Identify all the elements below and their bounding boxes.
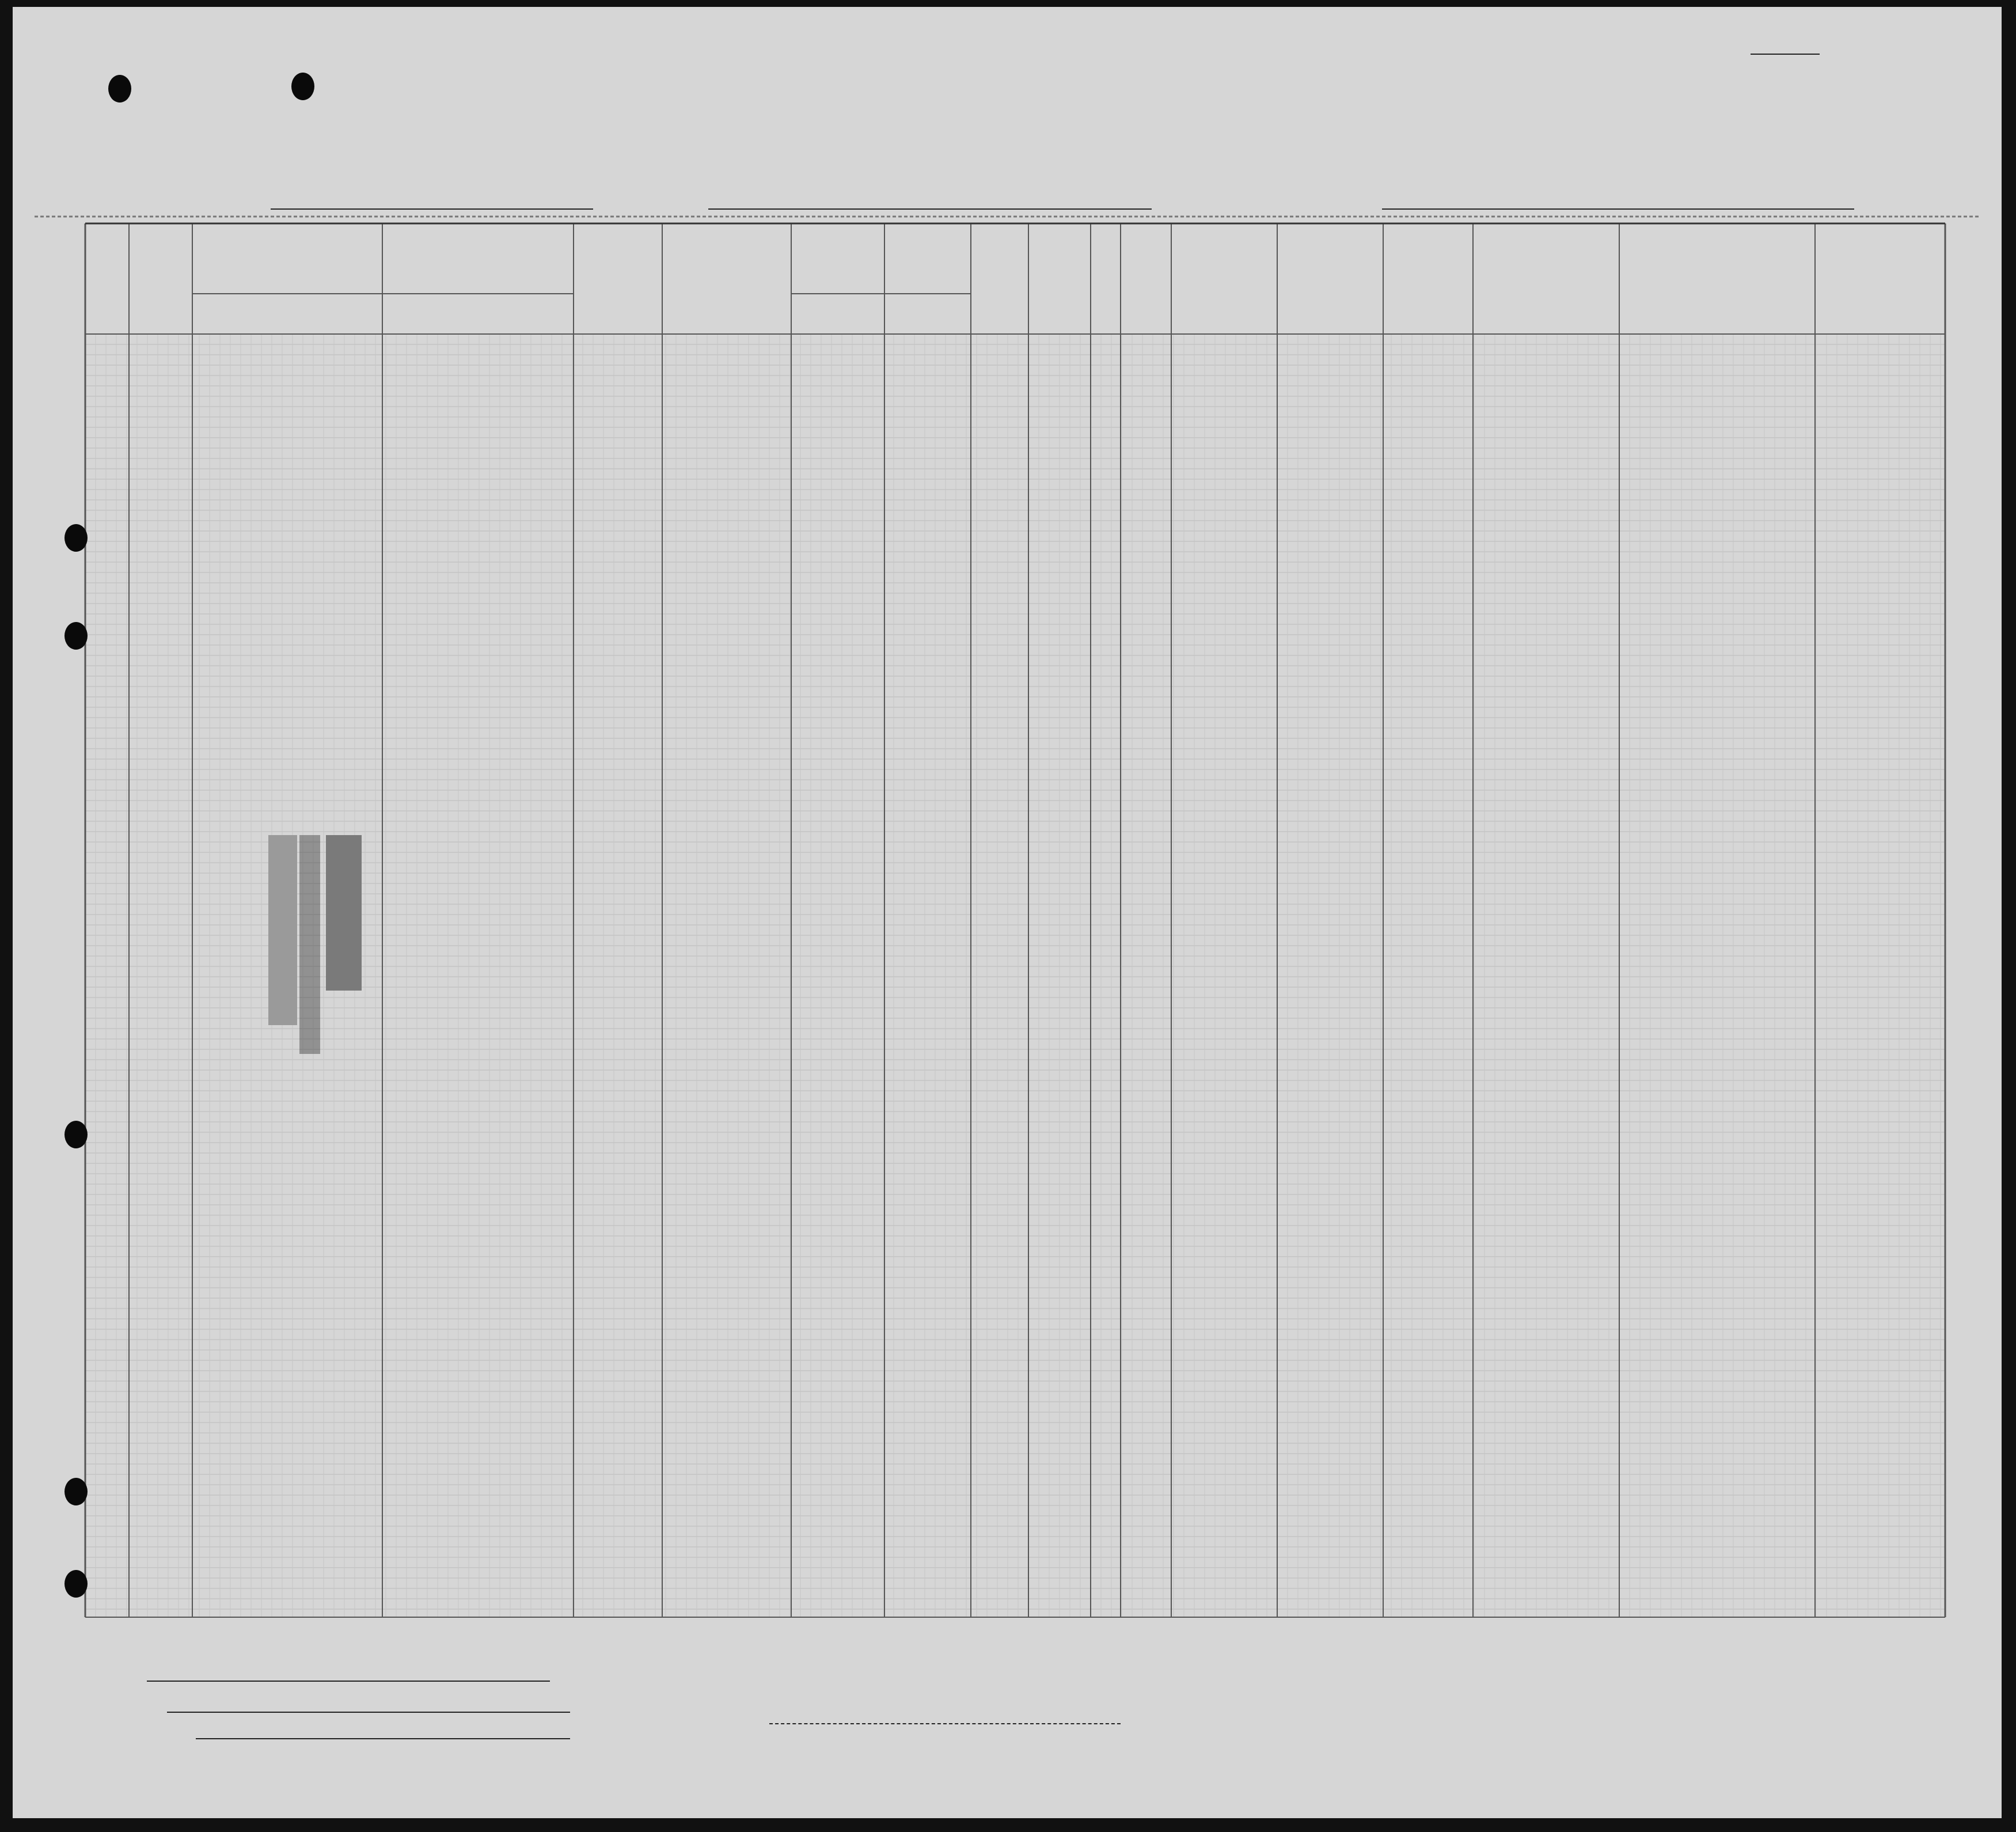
seal-icon: [182, 824, 430, 1065]
punch-hole: [64, 1121, 88, 1148]
agents-underline: [196, 1738, 570, 1739]
sheet-number: [1751, 54, 1820, 55]
punch-hole: [108, 75, 131, 103]
punch-hole: [64, 1570, 88, 1598]
owners-underline: [167, 1712, 570, 1713]
sheet-number-field: [1751, 41, 1820, 59]
punch-hole: [64, 622, 88, 650]
closing-statement-2: [395, 1074, 412, 1105]
from-underline: [1382, 208, 1854, 210]
vessel-underline: [271, 208, 593, 210]
punch-hole: [64, 1478, 88, 1505]
punch-hole: [291, 73, 314, 100]
arriving-underline: [708, 208, 1152, 210]
line-underline: [147, 1681, 550, 1682]
punch-hole: [64, 524, 88, 552]
closing-statement-1: [395, 786, 412, 817]
inspector-signature-line: [769, 1723, 1121, 1724]
